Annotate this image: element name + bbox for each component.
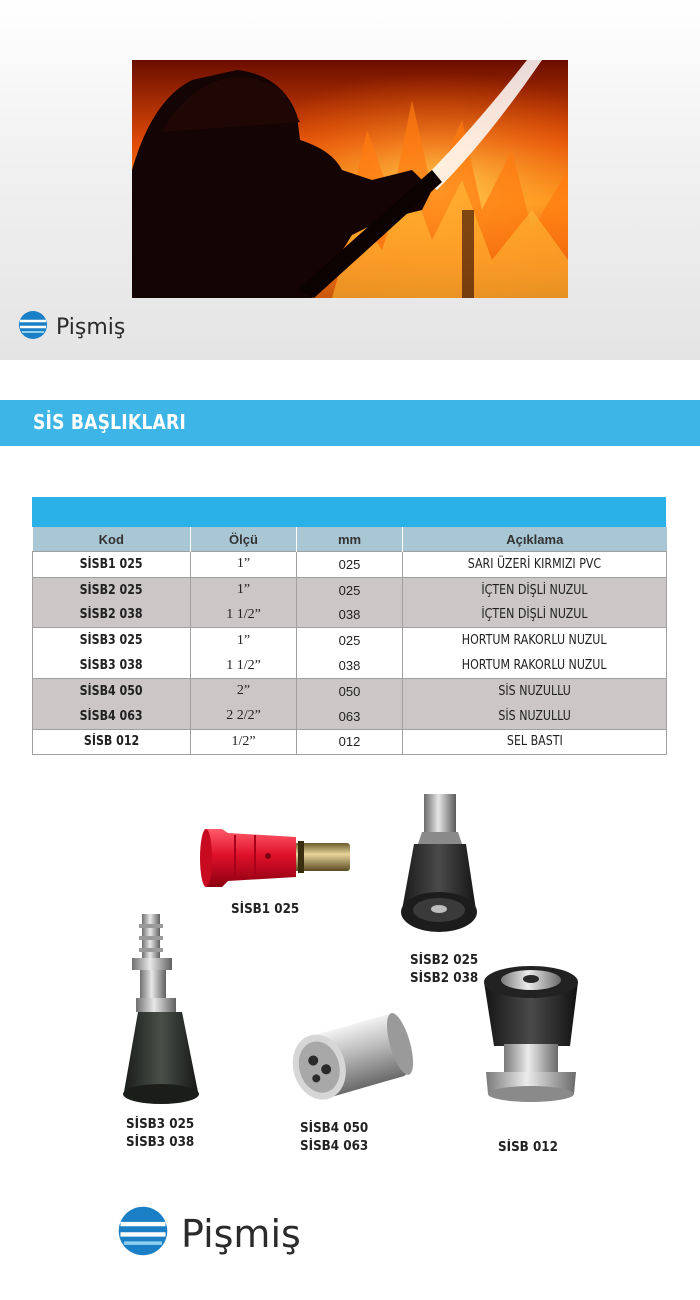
cell-kod: SİSB 012 xyxy=(83,734,140,750)
product-caption: SİSB 012 xyxy=(498,1140,558,1155)
brand-name: Pişmiş xyxy=(56,315,126,340)
cell-olcu: 2” xyxy=(191,678,297,703)
product-caption: SİSB1 025 xyxy=(231,902,300,917)
cell-olcu: 1” xyxy=(191,628,297,653)
pismis-logo-icon xyxy=(18,310,48,345)
cell-olcu: 1” xyxy=(191,552,297,578)
section-title: SİS BAŞLIKLARI xyxy=(33,410,186,434)
table-row xyxy=(33,653,667,678)
cell-aciklama: İÇTEN DİŞLİ NUZUL xyxy=(481,582,588,598)
cell-aciklama: SARI ÜZERİ KIRMIZI PVC xyxy=(467,556,602,572)
product-caption: SİSB2 038 xyxy=(410,971,479,986)
column-header-aciklama: Açıklama xyxy=(403,527,667,552)
brand-name: Pişmiş xyxy=(181,1211,301,1256)
cell-mm: 025 xyxy=(297,628,403,653)
cell-mm: 050 xyxy=(297,678,403,703)
cell-mm: 038 xyxy=(297,653,403,678)
cell-kod: SİSB2 025 xyxy=(79,582,144,598)
brand-logo xyxy=(18,310,125,345)
section-header-bar xyxy=(0,400,700,446)
cell-mm: 025 xyxy=(297,577,403,602)
product-image-sisb4 xyxy=(286,1006,416,1115)
cell-olcu: 1 1/2” xyxy=(191,653,297,678)
cell-kod: SİSB3 025 xyxy=(79,633,144,649)
product-caption: SİSB3 038 xyxy=(126,1135,195,1150)
table-top-bar xyxy=(32,497,666,527)
cell-kod: SİSB2 038 xyxy=(79,607,144,623)
product-image-sisb3 xyxy=(120,912,206,1113)
table-row xyxy=(33,704,667,729)
cell-olcu: 1” xyxy=(191,577,297,602)
brand-logo-footer xyxy=(117,1205,301,1262)
cell-aciklama: SEL BASTI xyxy=(506,734,563,750)
table-row xyxy=(33,628,667,653)
hero-banner xyxy=(0,0,700,360)
column-header-kod: Kod xyxy=(33,527,191,552)
cell-olcu: 2 2/2” xyxy=(191,704,297,729)
product-image-sisb1 xyxy=(198,825,354,896)
firefighter-photo xyxy=(132,60,568,298)
cell-olcu: 1 1/2” xyxy=(191,603,297,628)
product-image-sisb2 xyxy=(396,792,482,945)
table-row xyxy=(33,678,667,703)
cell-aciklama: SİS NUZULLU xyxy=(498,708,571,724)
product-caption: SİSB2 025 xyxy=(410,953,479,968)
cell-mm: 063 xyxy=(297,704,403,729)
column-header-olcu: Ölçü xyxy=(191,527,297,552)
cell-kod: SİSB4 050 xyxy=(79,683,144,699)
cell-kod: SİSB1 025 xyxy=(79,556,144,572)
cell-aciklama: HORTUM RAKORLU NUZUL xyxy=(462,633,607,649)
product-table xyxy=(32,497,666,755)
table-row xyxy=(33,729,667,755)
table-row xyxy=(33,577,667,602)
cell-aciklama: İÇTEN DİŞLİ NUZUL xyxy=(481,607,588,623)
product-caption: SİSB3 025 xyxy=(126,1117,195,1132)
product-caption: SİSB4 063 xyxy=(300,1139,369,1154)
table-row xyxy=(33,552,667,578)
table-row xyxy=(33,603,667,628)
cell-aciklama: HORTUM RAKORLU NUZUL xyxy=(462,658,607,674)
cell-aciklama: SİS NUZULLU xyxy=(498,683,571,699)
cell-olcu: 1/2” xyxy=(191,729,297,755)
cell-kod: SİSB4 063 xyxy=(79,708,144,724)
cell-mm: 025 xyxy=(297,552,403,578)
product-caption: SİSB4 050 xyxy=(300,1121,369,1136)
pismis-logo-icon xyxy=(117,1205,169,1262)
product-image-sisb012 xyxy=(478,962,588,1111)
cell-mm: 038 xyxy=(297,603,403,628)
cell-kod: SİSB3 038 xyxy=(79,658,144,674)
table-header-row xyxy=(33,527,667,552)
column-header-mm: mm xyxy=(297,527,403,552)
cell-mm: 012 xyxy=(297,729,403,755)
